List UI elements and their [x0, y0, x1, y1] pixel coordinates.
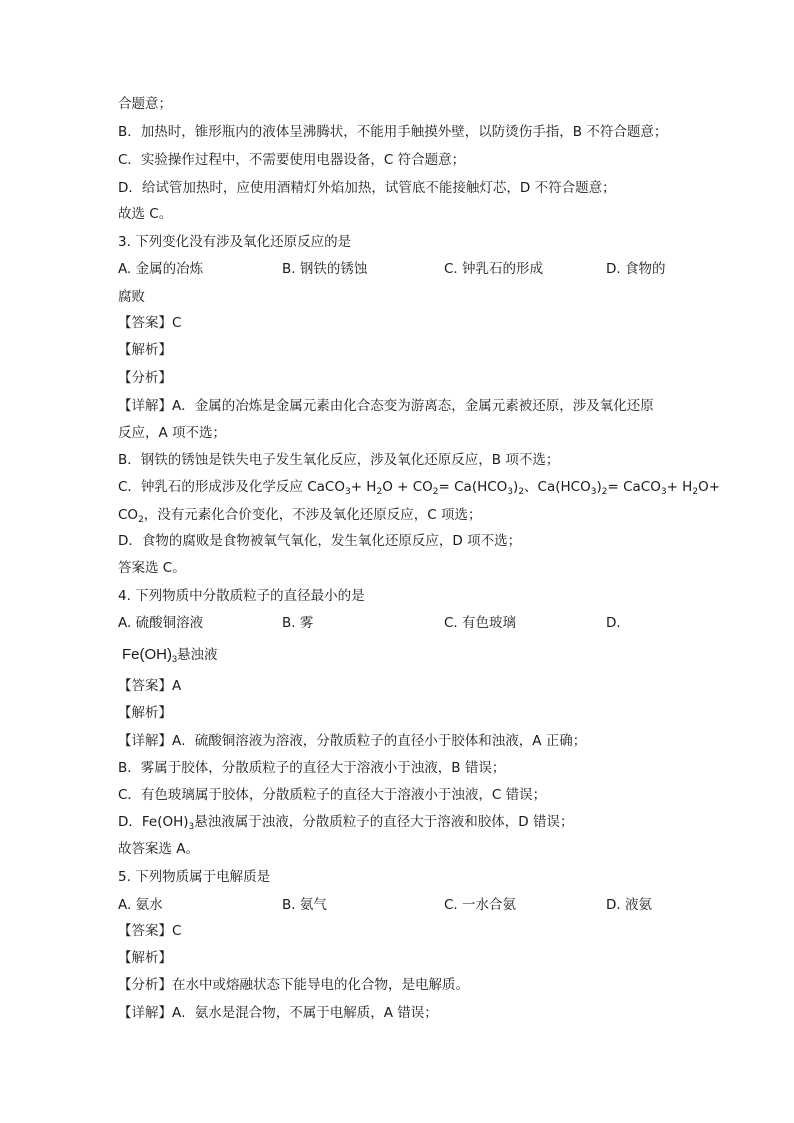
- text-line: D．给试管加热时，应使用酒精灯外焰加热，试管底不能接触灯芯，D 不符合题意；: [118, 180, 616, 196]
- text-line: C．实验操作过程中，不需要使用电器设备，C 符合题意；: [118, 152, 466, 168]
- q4-detail-line: B．雾属于胶体，分散质粒子的直径大于溶液小于浊液，B 错误；: [118, 760, 506, 776]
- q3-detail-line: 反应，A 项不选；: [118, 425, 227, 441]
- q3-answer: 【答案】C: [118, 315, 182, 331]
- q5-detail-line: 【详解】A．氨水是混合物，不属于电解质，A 错误；: [118, 1005, 438, 1021]
- q5-option-b: B. 氨气: [282, 897, 327, 913]
- q4-option-d: D.: [606, 615, 621, 631]
- text-line: 故选 C。: [118, 206, 173, 222]
- q4-option-b: B. 雾: [282, 615, 314, 631]
- q4-detail-line: 【详解】A．硫酸铜溶液为溶液，分散质粒子的直径小于胶体和浊液，A 正确；: [118, 733, 587, 749]
- text-line: 合题意；: [118, 96, 172, 112]
- q3-option-d: D. 食物的: [606, 261, 666, 277]
- q4-option-d-formula: $Fe(OH)_3$悬浊液: [122, 646, 218, 664]
- q5-analysis-subheading: 【分析】在水中或熔融状态下能导电的化合物，是电解质。: [118, 977, 469, 993]
- q3-analysis-subheading: 【分析】: [118, 370, 172, 386]
- q4-option-a: A. 硫酸铜溶液: [118, 615, 204, 631]
- q5-option-d: D. 液氨: [606, 897, 652, 913]
- q5-option-c: C. 一水合氨: [444, 897, 517, 913]
- question-4-stem: 4. 下列物质中分散质粒子的直径最小的是: [118, 588, 365, 604]
- q3-analysis-heading: 【解析】: [118, 342, 172, 358]
- q3-detail-line: B．钢铁的锈蚀是铁失电子发生氧化反应，涉及氧化还原反应，B 项不选；: [118, 452, 560, 468]
- q4-final-answer: 故答案选 A。: [118, 841, 200, 857]
- q3-option-a: A. 金属的冶炼: [118, 261, 204, 277]
- q4-option-c: C. 有色玻璃: [444, 615, 517, 631]
- q3-detail-line: 【详解】A．金属的冶炼是金属元素由化合态变为游离态，金属元素被还原，涉及氧化还原: [118, 398, 654, 414]
- q3-final-answer: 答案选 C。: [118, 560, 186, 576]
- q3-option-d-continued: 腐败: [118, 289, 145, 305]
- q5-answer: 【答案】C: [118, 923, 182, 939]
- q3-detail-line: D．食物的腐败是食物被氧气氧化，发生氧化还原反应，D 项不选；: [118, 533, 522, 549]
- q3-option-c: C. 钟乳石的形成: [444, 261, 544, 277]
- q4-detail-line: D．$Fe(OH)_3$悬浊液属于浊液，分散质粒子的直径大于溶液和胶体，D 错误；: [118, 814, 574, 832]
- q5-option-a: A. 氨水: [118, 897, 163, 913]
- q3-detail-equation-line: C．钟乳石的形成涉及化学反应 CaCO$_3$+ $H_2O + CO_2= Ca(HCO_3)_2$、$Ca(HCO_3)_2=$ CaCO$_3$+ $H_2O+$: [118, 479, 720, 497]
- q5-analysis-heading: 【解析】: [118, 950, 172, 966]
- q4-answer: 【答案】A: [118, 678, 182, 694]
- q3-detail-line: $CO_2$，没有元素化合价变化，不涉及氧化还原反应，C 项选；: [118, 507, 482, 525]
- q4-detail-line: C．有色玻璃属于胶体，分散质粒子的直径大于溶液小于浊液，C 错误；: [118, 787, 547, 803]
- text-line: B．加热时，锥形瓶内的液体呈沸腾状，不能用手触摸外壁，以防烫伤手指，B 不符合题意；: [118, 124, 668, 140]
- q3-option-b: B. 钢铁的锈蚀: [282, 261, 368, 277]
- q4-analysis-heading: 【解析】: [118, 705, 172, 721]
- question-5-stem: 5. 下列物质属于电解质是: [118, 869, 271, 885]
- question-3-stem: 3. 下列变化没有涉及氧化还原反应的是: [118, 234, 352, 250]
